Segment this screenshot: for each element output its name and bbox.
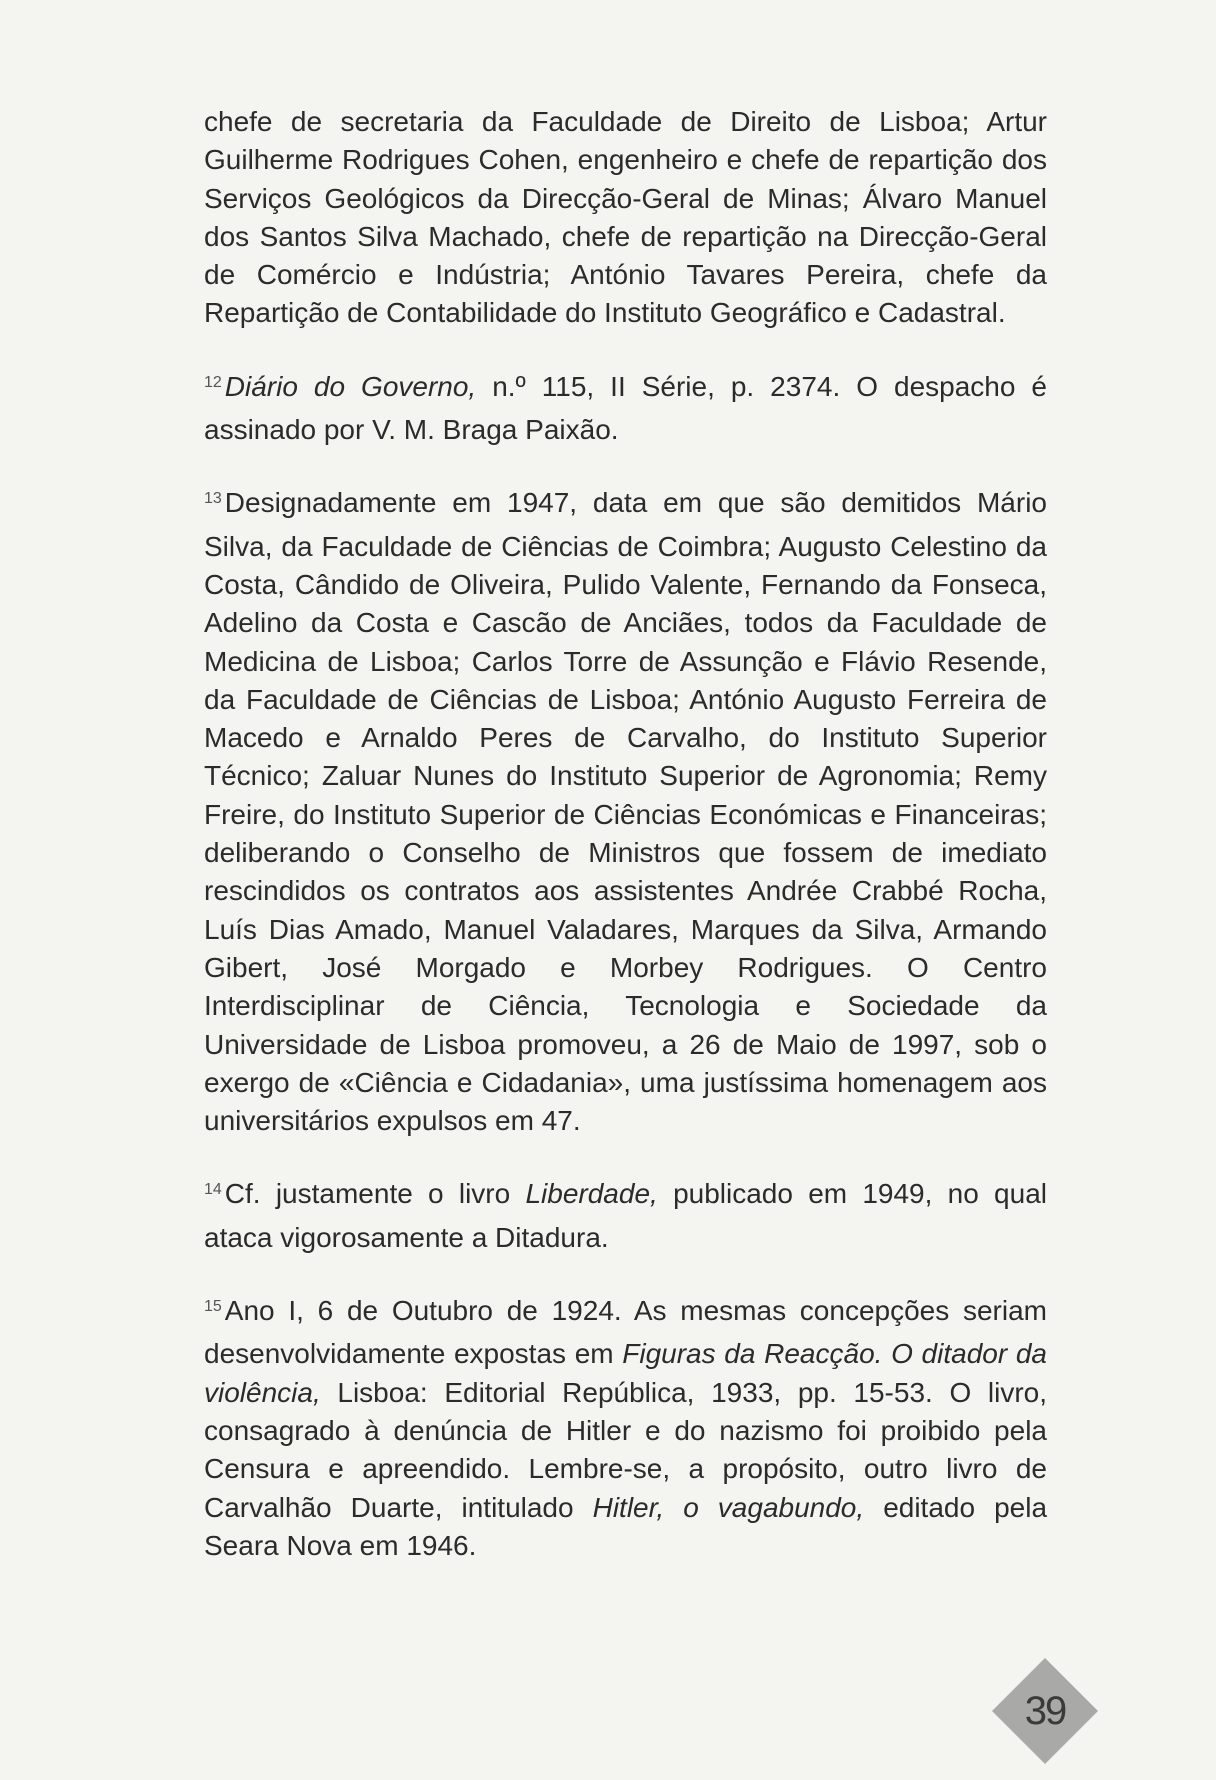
footnote-text: editado pela Seara Nova em 1946. bbox=[204, 1491, 1048, 1561]
continuation-paragraph: chefe de secretaria da Faculdade de Direito de Lisboa; Artur Guilherme Rodrigues Cohen, engenheiro e chefe de repartição dos Serviços Geológicos da Direcção-Geral de Minas; Álvaro Manuel dos Santos Silva Machado, chefe de repartição na Direcção-Geral de Comércio e Indústria; António Tavares Pereira, chefe da Repartição de Contabilidade do Instituto Geográfico e Cadastral. bbox=[204, 106, 1047, 329]
footnote-text: Cf. justamente o livro bbox=[224, 1178, 526, 1210]
page-body bbox=[204, 103, 1047, 1565]
footnote-text: Designadamente em 1947, data em que são demitidos Mário Silva, da Faculdade de Ciências de Coimbra; Augusto Celestino da Costa, Cândido de Oliveira, Pulido Valente, Fernando da Fonseca, Adelino da Costa e Cascão de Anciães, todos da Faculdade de Medicina de Lisboa; Carlos Torre de Assunção e Flávio Resende, da Faculdade de Ciências de Lisboa; António Augusto Ferreira de Macedo e Arnaldo Peres de Carvalho, do Instituto Superior Técnico; Zaluar Nunes do Instituto Superior de Agronomia; Remy Freire, do Instituto Superior de Ciências Económicas e Financeiras; deliberando o Conselho de Ministros que fossem de imediato rescindidos os contratos aos assistentes Andrée Crabbé Rocha, Luís Dias Amado, Manuel Valadares, Marques da Silva, Armando Gibert, José Morgado e Morbey Rodrigues. O Centro Interdisciplinar de Ciência, Tecnologia e Sociedade da Universidade de Lisboa promoveu, a 26 de Maio de 1997, sob o exergo de «Ciência e Cidadania», uma justíssima homenagem aos universitários expulsos em 47. bbox=[204, 487, 1047, 1137]
footnote-book-title: Figuras da Reacção. O ditador da violência, bbox=[204, 1338, 1047, 1408]
page-number: 39 bbox=[1024, 1689, 1066, 1733]
footnote-text: publicado em 1949, no qual ataca vigorosamente a Ditadura. bbox=[204, 1178, 1047, 1253]
footnote-15 bbox=[204, 1292, 1047, 1565]
footnote-book-title: Liberdade, bbox=[525, 1178, 658, 1210]
footnote-text: Ano I, 6 de Outubro de 1924. As mesmas concepções seriam desenvolvidamente expostas em bbox=[204, 1295, 1047, 1370]
page-number-badge bbox=[990, 1656, 1100, 1766]
footnote-number: 14 bbox=[204, 1181, 222, 1199]
footnote-13 bbox=[204, 484, 1047, 1140]
footnote-12 bbox=[204, 368, 1047, 450]
footnote-number: 13 bbox=[204, 490, 222, 508]
footnote-number: 12 bbox=[204, 373, 222, 391]
footnote-14 bbox=[204, 1175, 1047, 1257]
footnote-number: 15 bbox=[204, 1298, 222, 1316]
footnote-text: Lisboa: Editorial República, 1933, pp. 15-53. O livro, consagrado à denúncia de Hitler e do nazismo foi proibido pela Censura e apreendido. Lembre-se, a propósito, outro livro de Carvalhão Duarte, intitulado bbox=[204, 1376, 1047, 1523]
footnote-book-title: Hitler, o vagabundo, bbox=[592, 1491, 865, 1523]
footnote-text: n.º 115, II Série, p. 2374. O despacho é assinado por V. M. Braga Paixão. bbox=[204, 370, 1047, 446]
footnote-title: Diário do Governo, bbox=[224, 370, 477, 402]
